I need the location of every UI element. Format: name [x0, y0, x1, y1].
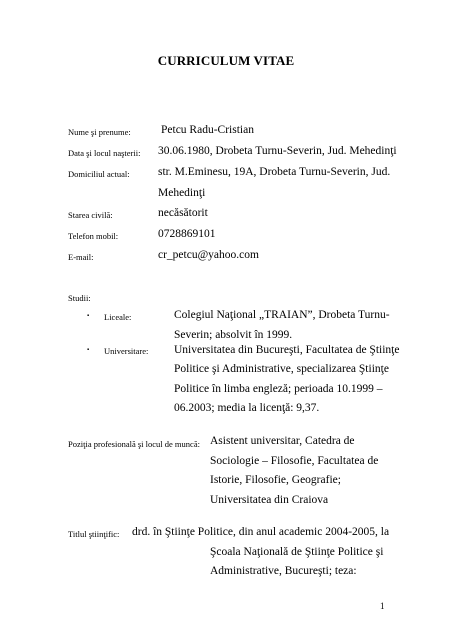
address-value-continued: Mehedinţi [158, 187, 206, 199]
position-line-3: Istorie, Filosofie, Geografie; [210, 474, 341, 486]
scientific-title-line-3: Administrative, Bucureşti; teza: [210, 565, 357, 577]
university-line-2: Politice şi Administrative, specializarea Ştiinţe [174, 363, 389, 375]
phone-value: 0728869101 [158, 228, 216, 240]
scientific-title-line-2: Şcoala Naţională de Ştiinţe Politice şi [210, 546, 384, 558]
civil-status-value: necăsătorit [158, 207, 208, 219]
position-line-4: Universitatea din Craiova [210, 494, 329, 506]
bullet-icon: ▪ [87, 313, 90, 319]
scientific-title-label: Titlul ştiinţific: [68, 529, 120, 539]
page-title: CURRICULUM VITAE [157, 53, 295, 68]
position-label: Poziţia profesională şi locul de muncă: [68, 439, 200, 449]
email-label: E-mail: [68, 252, 94, 262]
highschool-line-2: Severin; absolvit în 1999. [174, 329, 293, 341]
highschool-line-1: Colegiul Naţional „TRAIAN”, Drobeta Turnu- [174, 309, 390, 321]
birth-value: 30.06.1980, Drobeta Turnu-Severin, Jud. Mehedinţi [158, 145, 397, 157]
university-line-3: Politice în limba engleză; perioada 10.1999 – [174, 383, 383, 395]
page-number: 1 [380, 601, 385, 611]
civil-status-label: Starea civilă: [68, 210, 113, 220]
phone-label: Telefon mobil: [68, 231, 119, 241]
bullet-icon: ▪ [87, 347, 90, 353]
university-line-4: 06.2003; media la licenţă: 9,37. [174, 402, 320, 414]
address-label: Domiciliul actual: [68, 169, 130, 179]
position-line-1: Asistent universitar, Catedra de [210, 435, 355, 447]
name-label: Nume şi prenume: [68, 127, 131, 137]
university-line-1: Universitatea din Bucureşti, Facultatea de Ştiinţe [174, 344, 400, 356]
position-line-2: Sociologie – Filosofie, Facultatea de [210, 455, 379, 467]
scientific-title-line-1: drd. în Ştiinţe Politice, din anul academic 2004-2005, la [132, 526, 390, 538]
name-value: Petcu Radu-Cristian [161, 124, 254, 136]
studies-heading: Studii: [68, 293, 91, 303]
university-label: Universitare: [104, 346, 149, 356]
email-value: cr_petcu@yahoo.com [158, 249, 259, 261]
birth-label: Data şi locul naşterii: [68, 148, 141, 158]
address-value: str. M.Eminesu, 19A, Drobeta Turnu-Severin, Jud. [158, 166, 391, 178]
highschool-label: Liceale: [104, 312, 132, 322]
